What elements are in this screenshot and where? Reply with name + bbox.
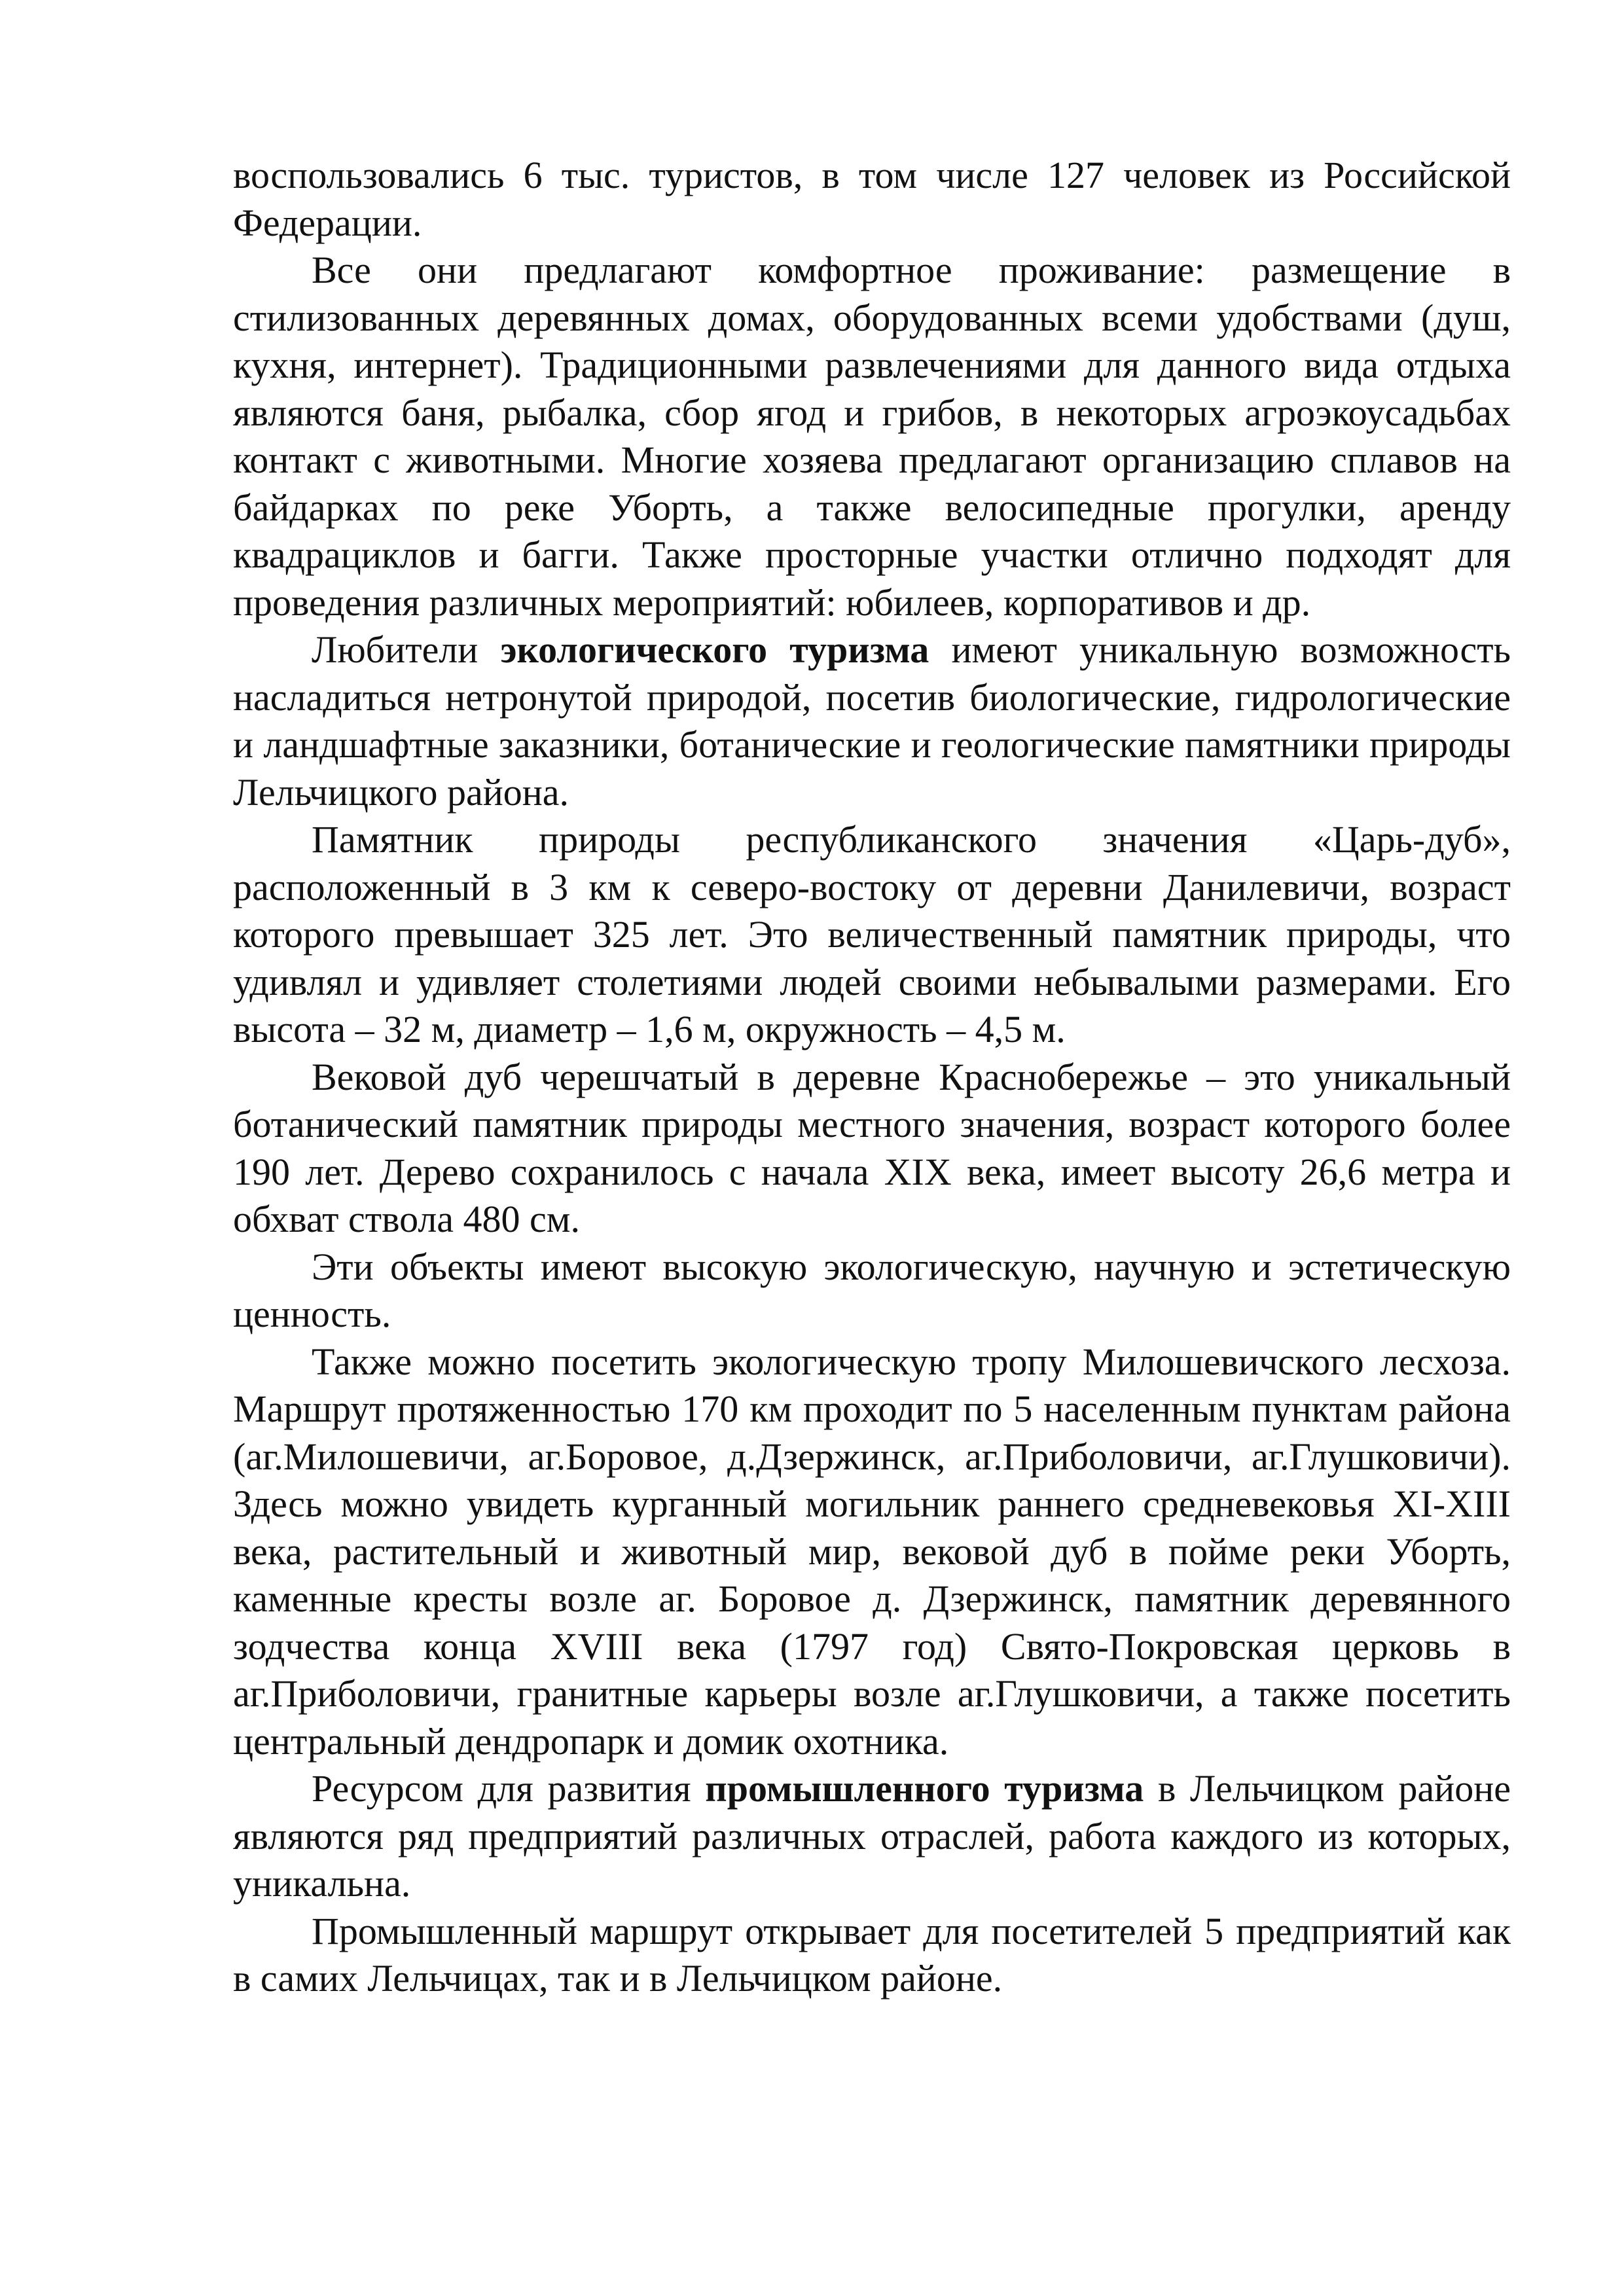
text-segment: Ресурсом для развития xyxy=(312,1767,706,1810)
text-segment: в Лельчицком районе являются ряд предприятий различных отраслей, работа каждого из которых, уникальна. xyxy=(233,1767,1511,1905)
text-segment: Памятник природы республиканского значения «Царь-дуб», расположенный в 3 км к северо-востоку от деревни Данилевичи, возраст которого превышает 325 лет. Это величественный памятник природы, что удивлял и удивляет столетиями людей своими небывалыми размерами. Его высота – 32 м, диаметр – 1,6 м, окружность – 4,5 м. xyxy=(233,818,1511,1050)
paragraph-industrial-route xyxy=(233,1908,1511,2003)
paragraph-value xyxy=(233,1244,1511,1338)
text-segment: имеют уникальную возможность насладиться нетронутой природой, посетив биологические, гидрологические и ландшафтные заказники, ботанические и геологические памятники природы Лельчицкого района. xyxy=(233,628,1511,814)
text-segment: Эти объекты имеют высокую экологическую, научную и эстетическую ценность. xyxy=(233,1245,1511,1335)
paragraph-eco-trail xyxy=(233,1338,1511,1766)
bold-term-ecological-tourism: экологического туризма xyxy=(500,628,929,671)
document-body xyxy=(233,152,1511,2003)
text-segment: Вековой дуб черешчатый в деревне Краснобережье – это уникальный ботанический памятник природы местного значения, возраст которого более 190 лет. Дерево сохранилось с начала XIX века, имеет высоту 26,6 метра и обхват ствола 480 см. xyxy=(233,1055,1511,1240)
paragraph-continuation xyxy=(233,152,1511,247)
paragraph-industrial-tourism xyxy=(233,1765,1511,1908)
paragraph-century-oak xyxy=(233,1054,1511,1244)
text-segment: воспользовались 6 тыс. туристов, в том числе 127 человек из Российской Федерации. xyxy=(233,154,1511,244)
text-segment: Все они предлагают комфортное проживание: размещение в стилизованных деревянных домах, оборудованных всеми удобствами (душ, кухня, интернет). Традиционными развлечениями для данного вида отдыха являются баня, рыбалка, сбор ягод и грибов, в некоторых агроэкоусадьбах контакт с животными. Многие хозяева предлагают организацию сплавов на байдарках по реке Уборть, а также велосипедные прогулки, аренду квадрациклов и багги. Также просторные участки отлично подходят для проведения различных мероприятий: юбилеев, корпоративов и др. xyxy=(233,249,1511,624)
paragraph-tsar-oak xyxy=(233,816,1511,1054)
paragraph-accommodation xyxy=(233,247,1511,626)
bold-term-industrial-tourism: промышленного туризма xyxy=(705,1767,1144,1810)
text-segment: Любители xyxy=(312,628,501,671)
text-segment: Промышленный маршрут открывает для посетителей 5 предприятий как в самих Лельчицах, так и в Лельчицком районе. xyxy=(233,1909,1511,2000)
text-segment: Также можно посетить экологическую тропу Милошевичского лесхоза. Маршрут протяженностью 170 км проходит по 5 населенным пунктам района (аг.Милошевичи, аг.Боровое, д.Дзержинск, аг.Приболовичи, аг.Глушковичи). Здесь можно увидеть курганный могильник раннего средневековья XI-XIII века, растительный и животный мир, вековой дуб в пойме реки Уборть, каменные кресты возле аг. Боровое д. Дзержинск, памятник деревянного зодчества конца XVIII века (1797 год) Свято-Покровская церковь в аг.Приболовичи, гранитные карьеры возле аг.Глушковичи, а также посетить центральный дендропарк и домик охотника. xyxy=(233,1340,1511,1763)
paragraph-ecological-tourism xyxy=(233,626,1511,816)
